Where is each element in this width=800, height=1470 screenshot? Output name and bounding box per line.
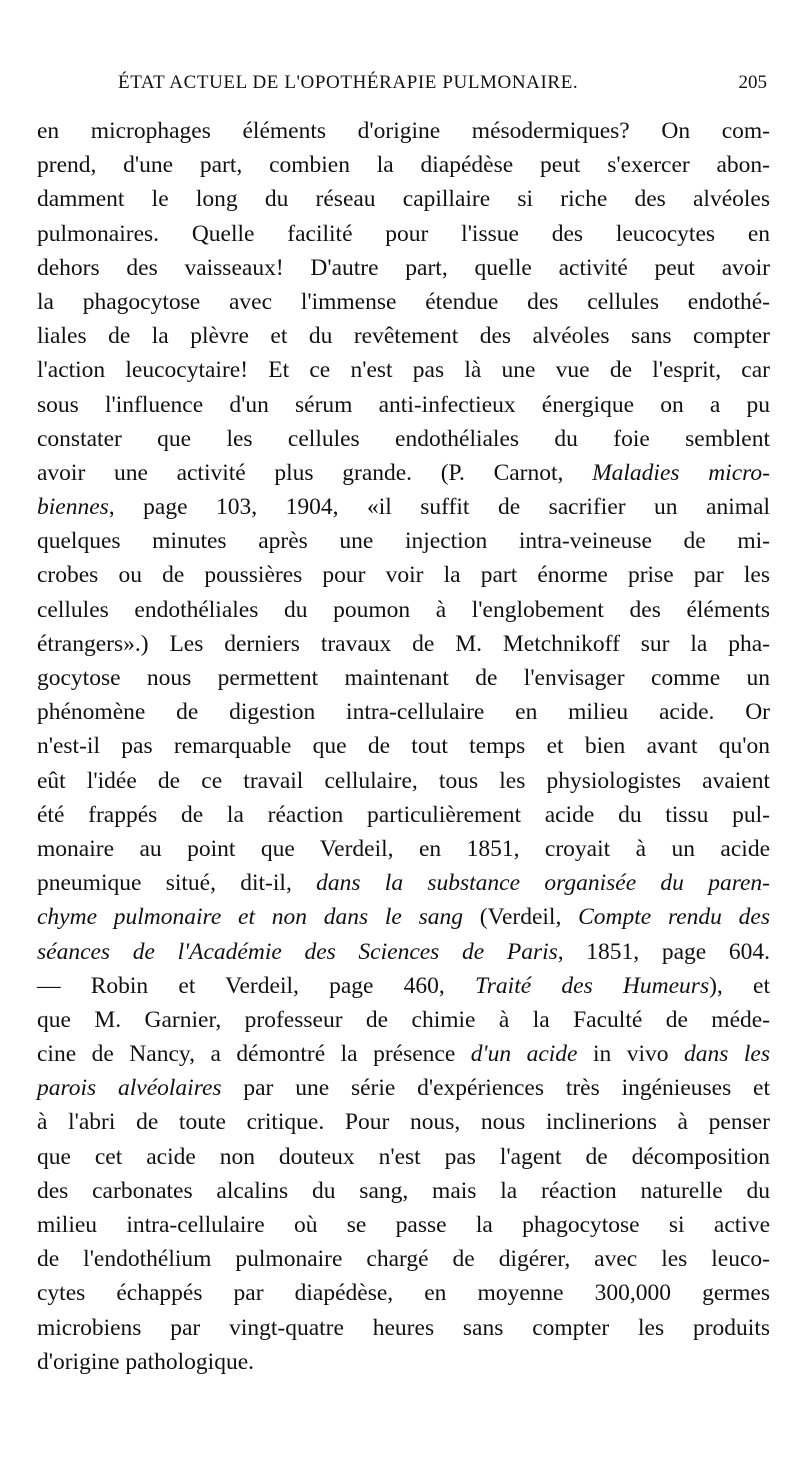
running-head xyxy=(40,72,770,102)
text-segment: monaire au point que Verdeil, en 1851, croyait à un acide xyxy=(37,835,770,862)
text-line xyxy=(37,456,770,490)
text-segment: en microphages éléments d'origine mésodermiques? On com- xyxy=(37,118,770,144)
text-segment: l'action leucocytaire! Et ce n'est pas là une vue de l'esprit, car xyxy=(37,357,770,384)
italic-text: Compte rendu des xyxy=(578,904,770,931)
text-line xyxy=(37,182,770,216)
text-segment: cytes échappés par diapédèse, en moyenne 300,000 germes xyxy=(37,1280,770,1307)
italic-text: dans la substance organisée du paren- xyxy=(316,870,770,897)
text-line xyxy=(37,1140,770,1174)
italic-text: biennes xyxy=(37,494,109,521)
text-line xyxy=(37,900,770,934)
text-segment: milieu intra-cellulaire où se passe la phagocytose si active xyxy=(37,1212,770,1238)
text-segment: été frappés de la réaction particulièrement acide du tissu pul- xyxy=(37,801,770,828)
text-segment: liales de la plèvre et du revêtement des alvéoles sans compter xyxy=(37,323,770,350)
text-segment: que cet acide non douteux n'est pas l'agent de décomposition xyxy=(37,1143,770,1170)
text-segment: , page 103, 1904, «il suffit de sacrifier un animal xyxy=(108,494,770,521)
text-line xyxy=(37,285,770,319)
text-line xyxy=(37,1345,770,1379)
italic-text: dans les xyxy=(684,1041,771,1068)
text-line xyxy=(37,1105,770,1139)
text-segment: microbiens par vingt-quatre heures sans compter les produits xyxy=(37,1314,770,1341)
text-line xyxy=(37,1174,770,1208)
text-line xyxy=(37,1037,770,1071)
text-line xyxy=(37,695,770,729)
text-line xyxy=(37,935,770,969)
text-segment: damment le long du réseau capillaire si riche des alvéoles xyxy=(37,186,770,213)
text-line xyxy=(37,114,770,148)
italic-text: parois alvéolaires xyxy=(37,1075,222,1102)
text-segment: par une série d'expériences très ingénieuses et xyxy=(221,1075,770,1102)
text-line xyxy=(37,798,770,832)
text-line xyxy=(37,832,770,866)
text-segment: cellules endothéliales du poumon à l'englobement des éléments xyxy=(37,596,770,623)
body-paragraph xyxy=(37,114,770,1379)
text-line xyxy=(37,1242,770,1276)
text-segment: d'origine pathologique. xyxy=(37,1348,254,1375)
text-line xyxy=(37,388,770,422)
text-segment: cine de Nancy, a démontré la présence xyxy=(37,1041,471,1068)
text-line xyxy=(37,1003,770,1037)
text-segment: , 1851, page 604. xyxy=(557,938,770,965)
text-segment: prend, d'une part, combien la diapédèse peut s'exercer abon- xyxy=(37,152,770,179)
text-line xyxy=(37,558,770,592)
text-segment: de l'endothélium pulmonaire chargé de digérer, avec les leuco- xyxy=(37,1246,770,1273)
text-segment: — Robin et Verdeil, page 460, xyxy=(37,972,476,999)
page-number: 205 xyxy=(738,72,767,93)
text-segment: (Verdeil, xyxy=(463,904,579,931)
text-segment: quelques minutes après une injection intra-veineuse de mi- xyxy=(37,528,770,555)
text-segment: ), et xyxy=(709,972,770,999)
text-segment: des carbonates alcalins du sang, mais la réaction naturelle du xyxy=(37,1177,770,1204)
text-segment: in vivo xyxy=(577,1041,685,1068)
text-segment: étrangers».) Les derniers travaux de M. Metchnikoff sur la pha- xyxy=(37,630,770,657)
text-line xyxy=(37,593,770,627)
text-segment: crobes ou de poussières pour voir la part énorme prise par les xyxy=(37,562,770,589)
text-line xyxy=(37,319,770,353)
text-segment: avoir une activité plus grande. (P. Carnot, xyxy=(37,459,593,486)
italic-text: Maladies micro- xyxy=(592,459,770,486)
text-line xyxy=(37,251,770,285)
text-segment: dehors des vaisseaux! D'autre part, quelle activité peut avoir xyxy=(37,254,770,281)
text-line xyxy=(37,148,770,182)
text-line xyxy=(37,729,770,763)
text-segment: à l'abri de toute critique. Pour nous, nous inclinerions à penser xyxy=(37,1109,770,1136)
text-segment: phénomène de digestion intra-cellulaire en milieu acide. Or xyxy=(37,699,770,726)
text-line xyxy=(37,490,770,524)
italic-text: chyme pulmonaire et non dans le sang xyxy=(37,904,464,931)
text-line xyxy=(37,866,770,900)
text-line xyxy=(37,217,770,251)
text-line xyxy=(37,764,770,798)
text-segment: que M. Garnier, professeur de chimie à la Faculté de méde- xyxy=(37,1006,770,1033)
text-segment: gocytose nous permettent maintenant de l'envisager comme un xyxy=(37,665,770,691)
text-segment: n'est-il pas remarquable que de tout temps et bien avant qu'on xyxy=(37,733,770,760)
text-segment: sous l'influence d'un sérum anti-infectieux énergique on a pu xyxy=(37,391,770,418)
text-line xyxy=(37,524,770,558)
text-line xyxy=(37,353,770,387)
text-segment: eût l'idée de ce travail cellulaire, tous les physiologistes avaient xyxy=(37,767,770,794)
text-line xyxy=(37,422,770,456)
text-line xyxy=(37,661,770,695)
text-segment: constater que les cellules endothéliales du foie semblent xyxy=(37,425,770,452)
text-line xyxy=(37,1071,770,1105)
text-segment: la phagocytose avec l'immense étendue des cellules endothé- xyxy=(37,288,770,315)
text-line xyxy=(37,627,770,661)
italic-text: Traité des Humeurs xyxy=(475,972,710,999)
italic-text: séances de l'Académie des Sciences de Paris xyxy=(37,938,558,965)
text-segment: pneumique situé, dit-il, xyxy=(37,870,317,897)
running-title: ÉTAT ACTUEL DE L'OPOTHÉRAPIE PULMONAIRE. xyxy=(118,72,579,93)
text-line xyxy=(37,969,770,1003)
text-line xyxy=(37,1208,770,1242)
text-line xyxy=(37,1311,770,1345)
text-line xyxy=(37,1276,770,1310)
text-segment: pulmonaires. Quelle facilité pour l'issue des leucocytes en xyxy=(37,220,770,247)
italic-text: d'un acide xyxy=(470,1041,578,1068)
